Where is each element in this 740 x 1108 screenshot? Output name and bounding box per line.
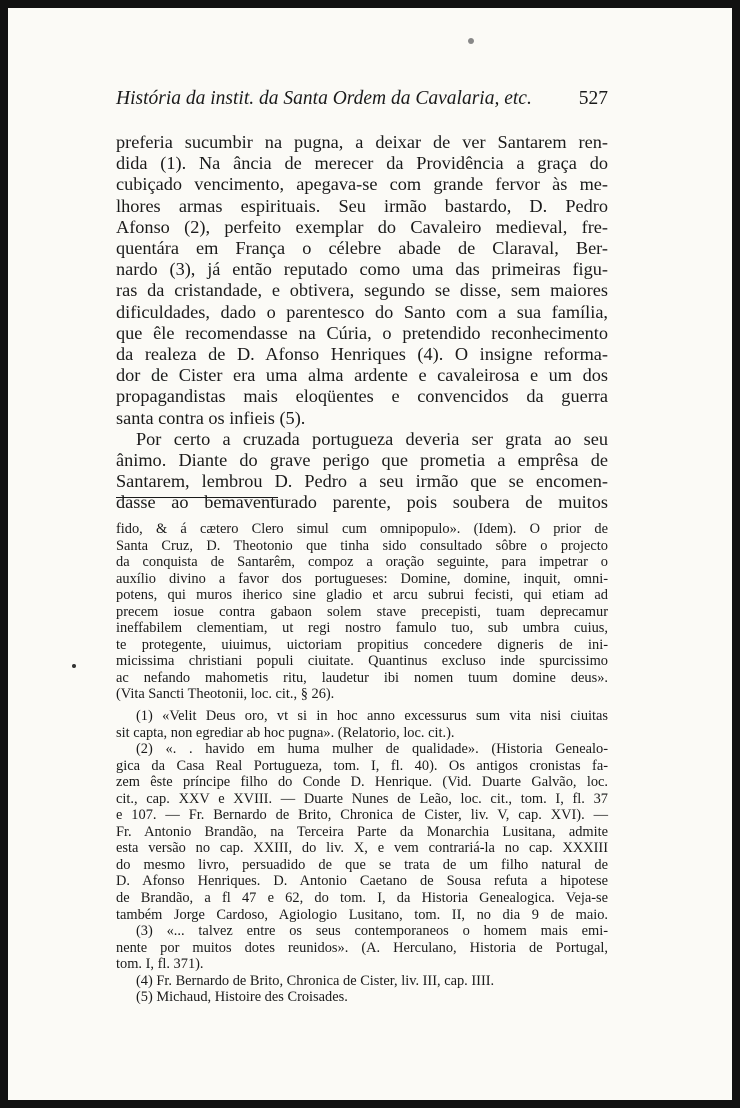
text-line: Por certo a cruzada portugueza deveria ser grata ao seu — [136, 428, 608, 449]
footnote-line: zem êste príncipe filho do Conde D. Henrique. (Vid. Duarte Galvão, loc. — [116, 774, 608, 791]
footnote-line: (Vita Sancti Theotonii, loc. cit., § 26). — [116, 686, 335, 703]
footnote-line: ac nefando mahometis ritu, laudetur ibi nomen tuum domine deus». — [116, 669, 608, 686]
text-line: cubiçado vencimento, apegava-se com grande fervor às me- — [116, 174, 608, 195]
footnote-line: nente por muitos dotes reunidos». (A. Herculano, Historia de Portugal, — [116, 939, 608, 956]
footnote-line: micissima christiani populi ciuitate. Quantinus excluso inde spurcissimo — [116, 653, 608, 670]
ink-dot — [72, 664, 76, 668]
text-line: quentára em França o célebre abade de Claraval, Ber- — [116, 238, 608, 259]
text-line: nardo (3), já então reputado como uma das primeiras figu- — [116, 259, 608, 280]
text-line: ânimo. Diante do grave perigo que prometia a emprêsa de — [116, 450, 608, 471]
footnote-line: Fr. Antonio Brandão, na Terceira Parte da Monarchia Lusitana, admite — [116, 823, 608, 840]
page-number: 527 — [578, 88, 608, 109]
footnote-line: também Jorge Cardoso, Agiologio Lusitano, tom. II, no dia 9 de maio. — [116, 906, 608, 923]
text-line: lhores armas espirituais. Seu irmão bastardo, D. Pedro — [116, 195, 608, 216]
running-title: História da instit. da Santa Ordem da Cavalaria, etc. — [116, 88, 532, 109]
text-line: Afonso (2), perfeito exemplar do Cavaleiro medieval, fre- — [116, 216, 608, 237]
text-line: propagandistas mais eloqüentes e convencidos da guerra — [116, 386, 608, 407]
text-line: Santarem, lembrou D. Pedro a seu irmão que se encomen- — [116, 471, 608, 492]
footnote-line: tom. I, fl. 371). — [116, 956, 204, 973]
footnote-line: do mesmo livro, persuadido de que se trata de um filho natural de — [116, 856, 608, 873]
footnote-line: fido, & á cætero Clero simul cum omnipopulo». (Idem). O prior de — [116, 521, 608, 537]
text-line: dificuldades, dado o parentesco do Santo com a sua família, — [116, 301, 608, 322]
footnote-line: ineffabilem clementiam, ut regi nostro famulo tuo, sub umbra cuius, — [116, 620, 608, 637]
footnote-line: cit., cap. XXV e XVIII. — Duarte Nunes de Leão, loc. cit., tom. I, fl. 37 — [116, 790, 608, 807]
text-line: dida (1). Na ância de merecer da Providência a graça do — [116, 153, 608, 174]
text-line: da realeza de D. Afonso Henriques (4). O insigne reforma- — [116, 344, 608, 365]
text-line: preferia sucumbir na pugna, a deixar de ver Santarem ren- — [116, 132, 608, 152]
text-line: dor de Cister era uma alma ardente e cavaleirosa e um dos — [116, 365, 608, 386]
footnote-line: e 107. — Fr. Bernardo de Brito, Chronica de Cister, liv. V, cap. XVI). — — [116, 807, 608, 824]
ink-smudge — [468, 38, 474, 44]
text-line: dasse ao bemaventurado parente, pois soubera de muitos — [116, 492, 608, 513]
footnotes — [116, 521, 608, 1006]
footnote-line: da conquista de Santarêm, compoz a oração seguinte, para impetrar o — [116, 554, 608, 571]
main-text — [116, 132, 608, 514]
text-line: que êle recomendasse na Cúria, o pretendido reconhecimento — [116, 322, 608, 343]
footnote-4: (4) Fr. Bernardo de Brito, Chronica de Cister, liv. III, cap. IIII. — [136, 972, 495, 989]
running-header — [116, 88, 608, 110]
text-line: santa contra os infieis (5). — [116, 407, 306, 428]
footnote-separator — [116, 497, 278, 498]
footnote-line: precem iosue contra gabaon solem stave precepisti, tuam deprecamur — [116, 603, 608, 620]
footnote-line: D. Afonso Henriques. D. Antonio Caetano de Sousa refuta a hipotese — [116, 873, 608, 890]
footnote-1: (1) «Velit Deus oro, vt si in hoc anno excessurus sum vita nisi ciuitas — [136, 708, 608, 725]
text-line: ras da cristandade, e obtivera, segundo se disse, sem maiores — [116, 280, 608, 301]
footnote-3: (3) «... talvez entre os seus contemporaneos o homem mais emi- — [136, 923, 608, 940]
footnote-line: auxílio divino a favor dos portugueses: Domine, domine, inquit, omni- — [116, 570, 608, 587]
footnote-line: gica da Casa Real Portugueza, tom. I, fl. 40). Os antigos cronistas fa- — [116, 757, 608, 774]
footnote-line: potens, qui muros iherico sine gladio et arcu subrui fecisti, qui etiam ad — [116, 587, 608, 604]
footnote-line: esta versão no cap. XXIII, do liv. X, e vem contrariá-la no cap. XXXIII — [116, 840, 608, 857]
footnote-line: te protegente, uiuimus, uictoriam propitius concedere digneris de ini- — [116, 636, 608, 653]
footnote-line: Santa Cruz, D. Theotonio que tinha sido consultado sôbre o projecto — [116, 537, 608, 554]
footnote-5: (5) Michaud, Histoire des Croisades. — [136, 989, 348, 1006]
footnote-2: (2) «. . havido em huma mulher de qualidade». (Historia Genealo- — [136, 741, 608, 758]
footnote-line: de Brandão, a fl 47 e 62, do tom. I, da Historia Genealogica. Veja-se — [116, 890, 608, 907]
footnote-line: sit capta, non egrediar ab hoc pugna». (Relatorio, loc. cit.). — [116, 724, 455, 741]
book-page — [8, 8, 732, 1100]
